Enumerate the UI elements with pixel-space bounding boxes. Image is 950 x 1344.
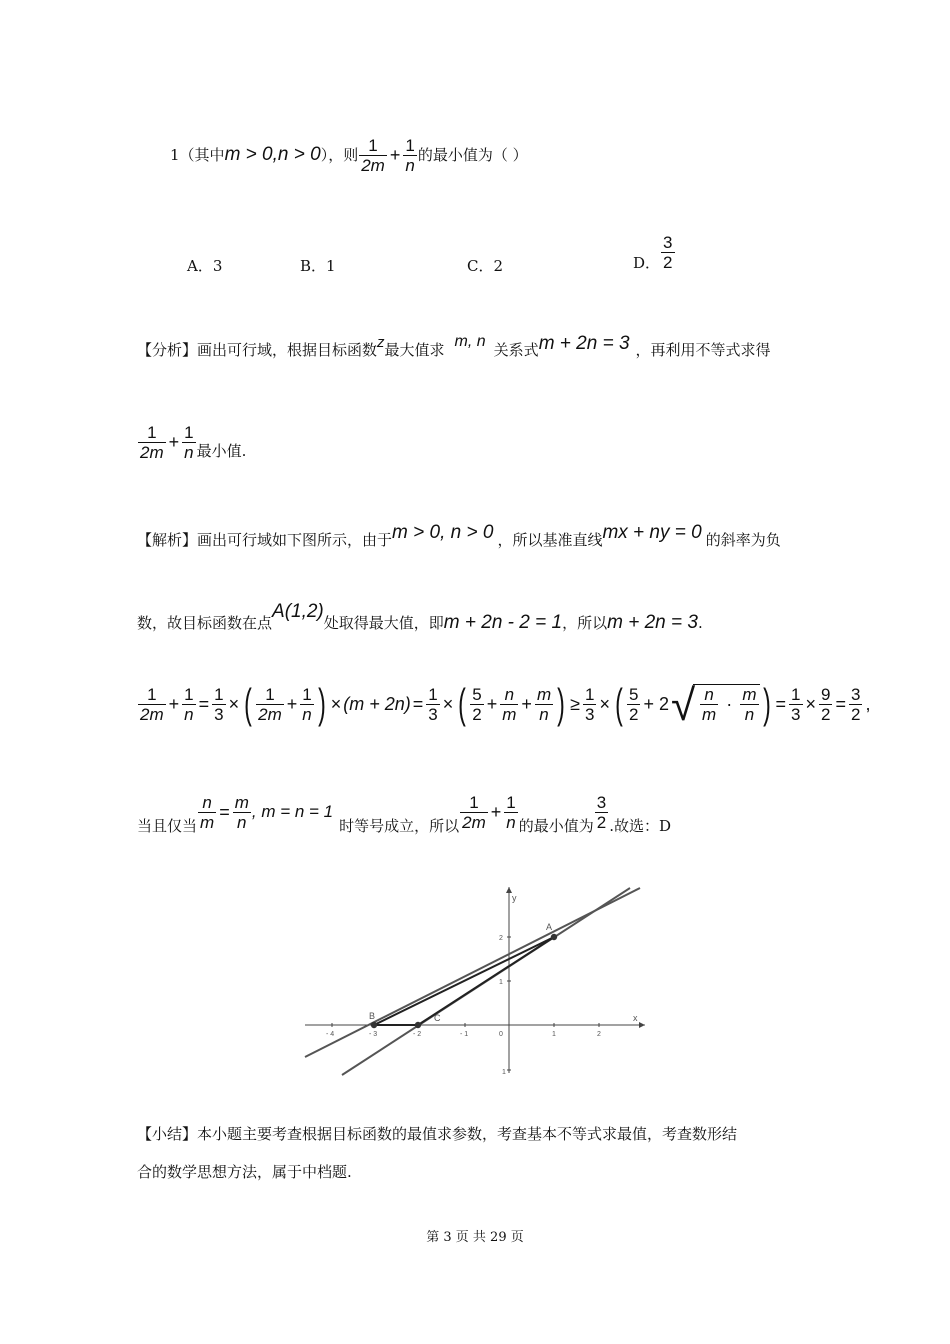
paren-close: ) <box>557 680 565 727</box>
plus-sign: + <box>168 432 180 452</box>
option-d[interactable]: D． $\frac{3}{2}$ <box>633 232 673 272</box>
frac: $\frac{n}{m}$ <box>701 685 717 724</box>
frac: $\frac{1}{3}$ <box>214 684 224 724</box>
paren-open: ( <box>244 680 252 727</box>
solution-text: ，所以 <box>562 614 608 632</box>
y-tick-label: 1 <box>502 1069 506 1076</box>
point-b-label: B <box>369 1011 376 1021</box>
frac: $\frac{3}{2}$ <box>851 684 861 724</box>
segment-b-a <box>374 937 554 1025</box>
x-axis-arrow <box>639 1022 645 1028</box>
equals-sign: = <box>775 693 787 714</box>
option-a[interactable]: A．3 <box>187 257 223 275</box>
base-line-equation: mx + ny = 0 <box>602 522 702 543</box>
variable-z: z <box>377 334 385 351</box>
solution-tag: 【解析】 <box>137 531 198 549</box>
frac: $\frac{m}{n}$ <box>742 685 757 724</box>
analysis-text: 最大值求 <box>384 341 445 359</box>
option-c[interactable]: C．2 <box>467 257 504 275</box>
point-a: A(1,2) <box>272 601 324 622</box>
comma: , <box>865 693 871 714</box>
x-axis-label: x <box>633 1013 638 1023</box>
paren-close: ) <box>762 680 771 727</box>
solution-text: 数，故目标函数在点 <box>137 614 273 632</box>
plus-sign: + <box>521 693 532 714</box>
times-sign: × <box>442 693 454 714</box>
frac: $\frac{n}{m}$ <box>200 792 215 832</box>
frac: $\frac{1}{2m}$ <box>462 792 486 832</box>
solution-text: 的最小值为 <box>518 817 594 835</box>
option-b[interactable]: B．1 <box>300 257 336 275</box>
plus-sign: + <box>286 693 298 714</box>
plus-two: + 2 <box>643 693 669 714</box>
summary-text: 本小题主要考查根据目标函数的最值求参数，考查基本不等式求最值，考查数形结 <box>197 1125 738 1143</box>
segment-c-a <box>418 937 554 1025</box>
frac: $\frac{3}{2}$ <box>596 792 607 832</box>
plus-sign: + <box>168 693 180 714</box>
x-tick-label: 2 <box>597 1031 601 1038</box>
paren-open: ( <box>615 680 623 727</box>
plus-sign: + <box>389 145 401 165</box>
equals-sign: = <box>219 802 230 822</box>
analysis-text: 关系式 <box>493 341 539 359</box>
solution-text: 处取得最大值，即 <box>323 614 444 632</box>
x-tick-label: - 4 <box>326 1031 335 1038</box>
analysis-text: ，再利用不等式求得 <box>635 341 771 359</box>
frac: $\frac{1}{n}$ <box>184 684 194 724</box>
point-a-marker <box>551 934 557 940</box>
times-sign: × <box>330 693 342 714</box>
condition: m > 0, n > 0 <box>392 522 494 543</box>
analysis-fraction-1: $\frac{1}{2m}$ <box>140 422 164 462</box>
frac: $\frac{1}{n}$ <box>302 684 312 724</box>
plus-sign: + <box>486 693 498 714</box>
point-b-marker <box>371 1022 377 1028</box>
point-a-label: A <box>546 922 553 932</box>
question-number: 1 <box>170 146 180 164</box>
solution-text: ，所以基准直线 <box>497 531 603 549</box>
analysis-text: 画出可行域，根据目标函数 <box>197 341 378 359</box>
x-tick-label: 0 <box>499 1031 503 1038</box>
x-tick-label: 1 <box>552 1031 556 1038</box>
paren-open: ( <box>458 680 467 727</box>
times-sign: × <box>805 693 817 714</box>
radical-sign: √ <box>670 681 696 730</box>
equation: m + 2n = 3 <box>607 612 698 633</box>
x-tick-label: - 2 <box>413 1031 422 1038</box>
question-suffix: 的最小值为（ ） <box>417 146 528 164</box>
summary-tag: 【小结】 <box>137 1125 198 1143</box>
equals-sign: = <box>198 693 210 714</box>
frac: $\frac{m}{n}$ <box>536 684 552 724</box>
option-d-fraction: $\frac{3}{2}$ <box>663 232 673 272</box>
page-footer: 第 3 页 共 29 页 <box>426 1230 524 1245</box>
analysis-tag: 【分析】 <box>137 341 198 359</box>
y-tick-label: 1 <box>499 979 503 986</box>
frac: $\frac{m}{n}$ <box>234 792 249 832</box>
solution-text: 时等号成立，所以 <box>339 817 460 835</box>
variables-mn: m, n <box>454 333 486 350</box>
frac: $\frac{n}{m}$ <box>502 684 517 724</box>
equals-sign: = <box>412 693 424 714</box>
question-fraction-1: $\frac{1}{2m}$ <box>361 135 385 175</box>
frac: $\frac{9}{2}$ <box>821 684 831 724</box>
point-c-marker <box>415 1022 421 1028</box>
geq-sign: ≥ <box>570 693 580 714</box>
solution-text: 的斜率为负 <box>705 531 781 549</box>
analysis-text: 最小值. <box>196 442 247 460</box>
y-tick-label: 2 <box>499 935 503 942</box>
frac: $\frac{1}{2m}$ <box>140 684 164 724</box>
frac: $\frac{1}{3}$ <box>428 684 438 724</box>
solution-line-2 <box>137 598 703 638</box>
question-prefix: （其中 <box>179 146 225 164</box>
solution-line-1 <box>137 520 781 560</box>
point-c-label: C <box>434 1013 441 1023</box>
derivation-line <box>137 678 872 730</box>
times-sign: × <box>599 693 610 714</box>
y-axis-label: y <box>512 893 517 903</box>
question-line <box>170 133 528 177</box>
plus-sign: + <box>490 802 502 822</box>
summary-line-1 <box>137 1124 737 1144</box>
summary-text: 合的数学思想方法，属于中档题. <box>137 1163 352 1181</box>
frac: $\frac{1}{n}$ <box>506 792 516 832</box>
analysis-line <box>137 330 771 370</box>
equals-sign: = <box>835 693 846 714</box>
relation-equation: m + 2n = 3 <box>538 333 630 354</box>
feasible-region-graph <box>300 885 660 1080</box>
times-sign: × <box>228 693 240 714</box>
question-condition: m > 0,n > 0 <box>224 144 321 165</box>
equation: m + 2n - 2 = 1 <box>443 612 563 633</box>
dot-sign: · <box>726 694 733 714</box>
solution-text: 画出可行域如下图所示，由于 <box>197 531 393 549</box>
solution-text: .故选：D <box>609 817 672 835</box>
paren-close: ) <box>317 680 326 727</box>
frac: $\frac{5}{2}$ <box>628 684 639 724</box>
frac: $\frac{1}{2m}$ <box>258 684 282 724</box>
summary-line-2 <box>137 1162 352 1182</box>
frac: $\frac{1}{3}$ <box>585 684 595 724</box>
frac: $\frac{1}{3}$ <box>791 684 801 724</box>
x-tick-label: - 1 <box>460 1031 469 1038</box>
question-fraction-2: $\frac{1}{n}$ <box>405 135 415 175</box>
square-root <box>670 681 760 730</box>
analysis-line-2 <box>137 420 246 464</box>
question-mid: ），则 <box>320 146 359 164</box>
frac: $\frac{5}{2}$ <box>472 684 482 724</box>
sum-expression: (m + 2n) <box>343 693 411 714</box>
solution-text: 当且仅当 <box>137 817 198 835</box>
solution-text: . <box>697 614 703 632</box>
equality-condition: , m = n = 1 <box>251 802 334 821</box>
analysis-fraction-2: $\frac{1}{n}$ <box>184 422 194 462</box>
x-tick-label: - 3 <box>369 1031 378 1038</box>
solution-line-4 <box>137 786 671 838</box>
